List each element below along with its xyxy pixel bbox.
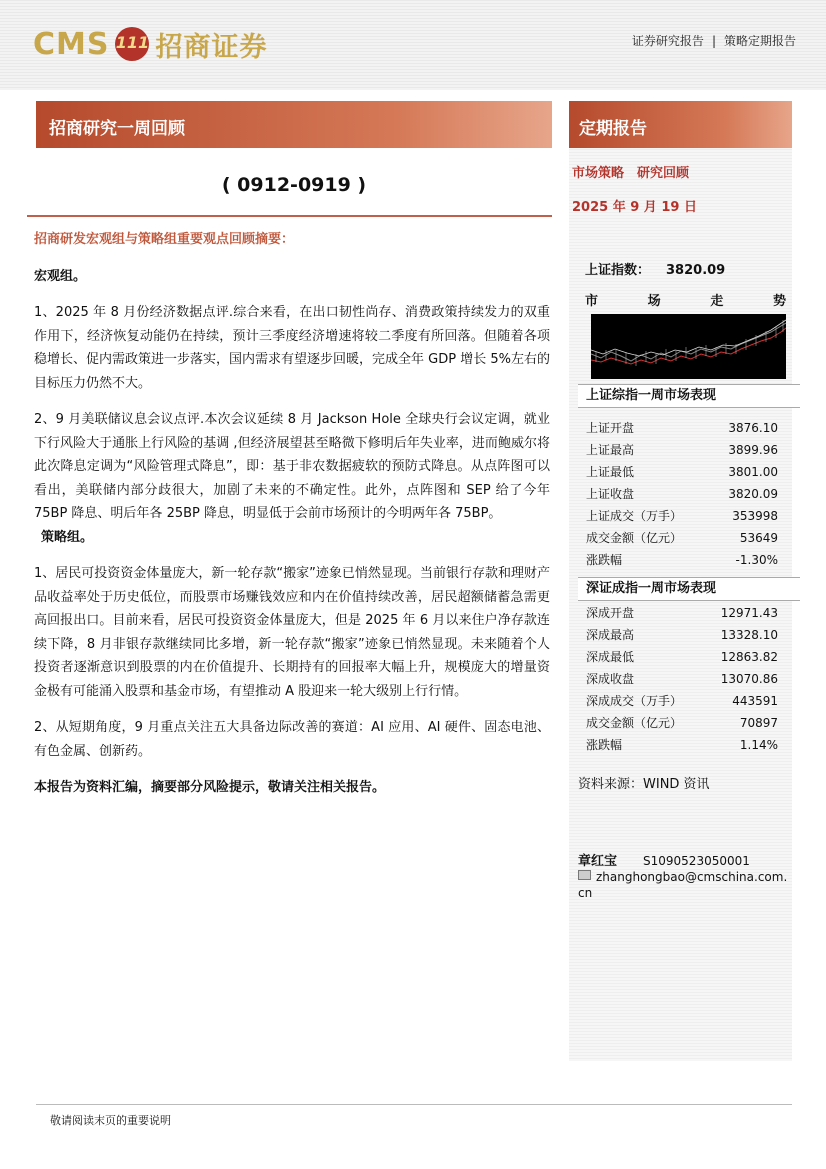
logo-badge-icon: 111	[115, 27, 149, 61]
sidebar-header	[569, 101, 792, 148]
sh-index	[585, 259, 725, 278]
author-email[interactable]: zhanghongbao@cmschina.com.cn	[578, 870, 788, 900]
row-label: 上证收盘	[586, 487, 635, 501]
macro-paragraph-1: 1、2025 年 8 月份经济数据点评.综合来看，在出口韧性尚存、消费政策持续发力的双重作用下，经济恢复动能仍在持续，预计三季度经济增速将较二季度有所回落。但随着各项稳增长、促内需政策进一步落实，国内需求有望逐步回暖，完成全年 GDP 增长 5%左右的目标压力仍然不大。	[34, 305, 550, 391]
author-name: 章红宝	[578, 854, 618, 869]
summary-heading: 招商研发宏观组与策略组重要观点回顾摘要：	[34, 232, 295, 247]
table-row	[586, 527, 778, 549]
author-line	[578, 850, 750, 869]
disclaimer: 本报告为资料汇编，摘要部分风险提示，敬请关注相关报告。	[34, 780, 386, 795]
report-type-2: 策略定期报告	[723, 34, 796, 48]
row-value: 70897	[739, 716, 778, 730]
main-title-bar	[36, 101, 552, 148]
table-row	[586, 690, 778, 712]
main-content	[34, 228, 550, 813]
report-type	[632, 32, 796, 49]
macro-paragraph-2: 2、9 月美联储议息会议点评.本次会议延续 8 月 Jackson Hole 全球央行会议定调，就业下行风险大于通胀上行风险的基调 ,但经济展望甚至略微下修明后年失业率，进而鲍威尔将此次降息定调为“风险管理式降息”，即：基于非农数据疲软的预防式降息。从点阵图可以看出，美联储内部分歧很大，加剧了未来的不确定性。此外，点阵图和 SEP 给了今年 75BP 降息、明后年各 25BP 降息，明显低于会前市场预计的今明两年各 75BP。	[34, 412, 550, 521]
sidebar-title: 定期报告	[579, 119, 647, 139]
sh-table-title: 上证综指一周市场表现	[578, 384, 800, 408]
author-id: S1090523050001	[643, 854, 750, 868]
trend-char: 势	[772, 294, 786, 309]
table-row	[586, 712, 778, 734]
report-date: 2025 年 9 月 19 日	[572, 200, 697, 215]
row-value: 3876.10	[728, 421, 778, 435]
page-title: 招商研究一周回顾	[49, 119, 185, 139]
row-label: 上证最低	[586, 465, 635, 479]
table-row	[586, 668, 778, 690]
row-value: 53649	[739, 531, 778, 545]
sidebar	[569, 101, 792, 1061]
trend-line-red	[591, 328, 786, 364]
title-divider	[27, 215, 552, 217]
logo-text-cn: 招商证券	[155, 31, 268, 63]
company-logo	[33, 22, 267, 66]
row-label: 深成最低	[586, 650, 635, 664]
sz-table	[586, 602, 778, 756]
tag-market-strategy: 市场策略	[572, 166, 625, 181]
mail-icon	[578, 870, 591, 880]
report-tags	[572, 162, 702, 181]
market-trend-chart	[591, 314, 786, 379]
row-value: 13070.86	[720, 672, 778, 686]
strategy-paragraph-1: 1、居民可投资资金体量庞大，新一轮存款“搬家”迹象已悄然显现。当前银行存款和理财产品收益率处于历史低位，而股票市场赚钱效应和内在价值持续改善，居民超额储蓄急需更高回报出口。目前来看，居民可投资资金体量庞大，但是 2025 年 6 月以来住户净存款连续下降，8 月非银存款继续同比多增，新一轮存款“搬家”迹象已悄然显现。未来随着个人投资者逐渐意识到股票的内在价值提升、长期持有的回报率大幅上升，规模庞大的增量资金极有可能涌入股票和基金市场，有望推动 A 股迎来一轮大级别上行行情。	[34, 566, 550, 699]
table-row	[586, 417, 778, 439]
market-trend-label	[585, 290, 786, 309]
row-value: 12971.43	[720, 606, 778, 620]
table-row	[586, 646, 778, 668]
row-value: -1.30%	[735, 553, 778, 567]
row-label: 成交金额（亿元）	[586, 716, 683, 730]
header-band	[0, 0, 826, 90]
macro-group-title: 宏观组。	[34, 268, 87, 284]
footer-divider	[36, 1104, 792, 1105]
row-label: 成交金额（亿元）	[586, 531, 683, 545]
table-row	[586, 734, 778, 756]
row-value: 353998	[732, 509, 778, 523]
footer-note: 敬请阅读末页的重要说明	[50, 1114, 171, 1127]
row-value: 13328.10	[720, 628, 778, 642]
table-row	[586, 483, 778, 505]
row-value: 3820.09	[728, 487, 778, 501]
trend-char: 场	[647, 294, 661, 309]
report-type-separator: |	[711, 34, 716, 48]
table-row	[586, 461, 778, 483]
row-value: 12863.82	[720, 650, 778, 664]
table-row	[586, 549, 778, 571]
row-value: 3801.00	[728, 465, 778, 479]
row-label: 深成收盘	[586, 672, 635, 686]
sz-table-title: 深证成指一周市场表现	[578, 577, 800, 601]
row-label: 深成最高	[586, 628, 635, 642]
sh-table	[586, 417, 778, 571]
sh-index-label: 上证指数：	[585, 263, 651, 278]
row-value: 3899.96	[728, 443, 778, 457]
table-row	[586, 505, 778, 527]
sh-index-value: 3820.09	[666, 263, 726, 278]
report-type-1: 证券研究报告	[631, 34, 704, 48]
trend-line-gray	[591, 323, 786, 361]
row-label: 深成开盘	[586, 606, 635, 620]
table-row	[586, 624, 778, 646]
author-email-line	[578, 869, 788, 901]
table-row	[586, 602, 778, 624]
strategy-paragraph-2: 2、从短期角度，9 月重点关注五大具备边际改善的赛道：AI 应用、AI 硬件、固态电池、有色金属、创新药。	[34, 720, 550, 759]
data-source: 资料来源：WIND 资讯	[578, 777, 710, 792]
row-label: 上证成交（万手）	[586, 509, 683, 523]
table-row	[586, 439, 778, 461]
row-label: 涨跌幅	[586, 738, 623, 752]
date-range: ( 0912-0919 )	[221, 174, 367, 196]
row-label: 上证开盘	[586, 421, 635, 435]
logo-text-en: CMS	[33, 26, 110, 62]
trend-char: 市	[585, 294, 599, 309]
row-label: 上证最高	[586, 443, 635, 457]
row-label: 深成成交（万手）	[586, 694, 683, 708]
trend-chart-svg	[591, 314, 786, 379]
tag-research-review: 研究回顾	[637, 166, 690, 181]
strategy-group-title: 策略组。	[41, 529, 94, 545]
row-value: 1.14%	[739, 738, 778, 752]
trend-char: 走	[710, 294, 724, 309]
row-value: 443591	[732, 694, 778, 708]
row-label: 涨跌幅	[586, 553, 623, 567]
